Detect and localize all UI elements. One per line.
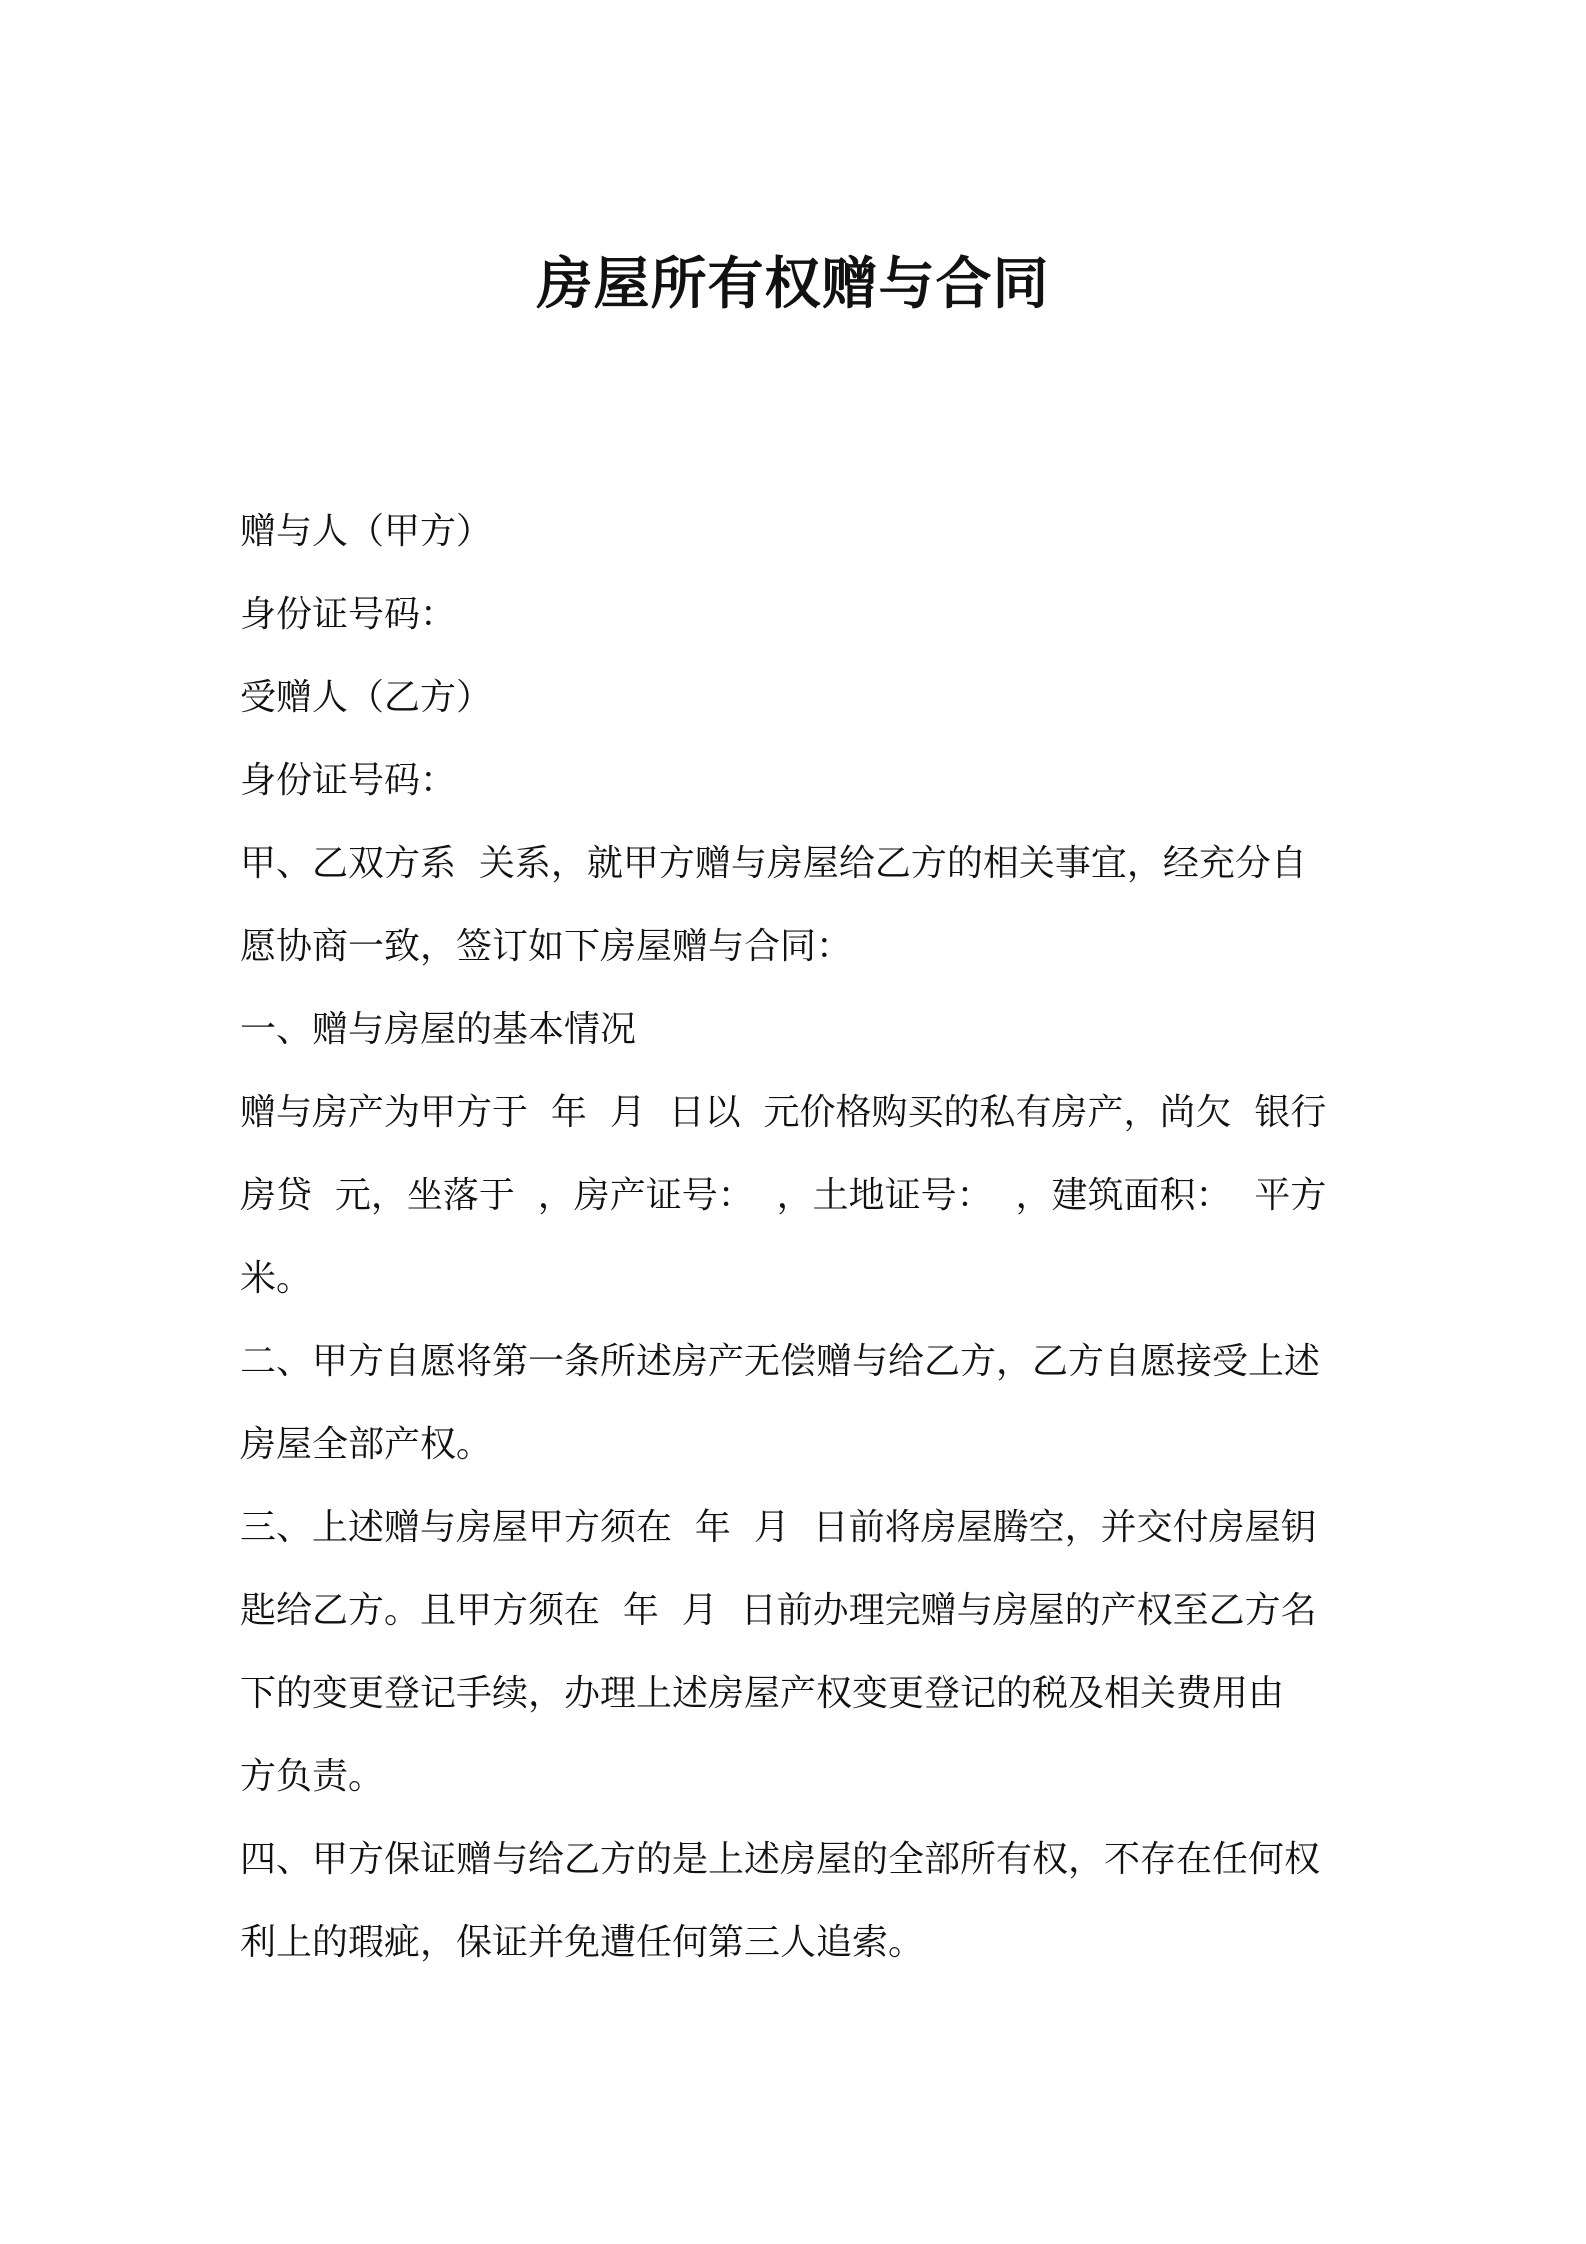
section-4-line-2: 利上的瑕疵，保证并免遭任何第三人追索。 — [240, 1922, 925, 1963]
section-3-line-2: 匙给乙方。且甲方须在 年 月 日前办理完赠与房屋的产权至乙方名 — [240, 1590, 1317, 1631]
section-1-line-2: 房贷 元，坐落于 ，房产证号： ，土地证号： ，建筑面积： 平方 — [240, 1175, 1327, 1216]
preamble-line-1: 甲、乙双方系 关系，就甲方赠与房屋给乙方的相关事宜，经充分自 — [240, 843, 1307, 884]
section-2-line-1: 二、甲方自愿将第一条所述房产无偿赠与给乙方，乙方自愿接受上述 — [240, 1341, 1321, 1382]
section-1-heading: 一、赠与房屋的基本情况 — [240, 1009, 637, 1050]
document-body — [240, 490, 1360, 1984]
recipient-id-label: 身份证号码： — [240, 760, 457, 801]
donor-id-label: 身份证号码： — [240, 594, 457, 635]
section-1-line-1: 赠与房产为甲方于 年 月 日以 元价格购买的私有房产，尚欠 银行 — [240, 1092, 1327, 1133]
section-2-line-2: 房屋全部产权。 — [240, 1424, 493, 1465]
section-1-line-3: 米。 — [240, 1258, 313, 1299]
section-3-line-1: 三、上述赠与房屋甲方须在 年 月 日前将房屋腾空，并交付房屋钥 — [240, 1507, 1317, 1548]
section-3-line-4: 方负责。 — [240, 1756, 385, 1797]
section-3-line-3: 下的变更登记手续，办理上述房屋产权变更登记的税及相关费用由 — [240, 1673, 1285, 1714]
section-4-line-1: 四、甲方保证赠与给乙方的是上述房屋的全部所有权，不存在任何权 — [240, 1839, 1321, 1880]
preamble-line-2: 愿协商一致，签订如下房屋赠与合同： — [240, 926, 853, 967]
donor-label: 赠与人（甲方） — [240, 511, 493, 552]
document-title: 房屋所有权赠与合同 — [536, 252, 1050, 317]
recipient-label: 受赠人（乙方） — [240, 677, 493, 718]
